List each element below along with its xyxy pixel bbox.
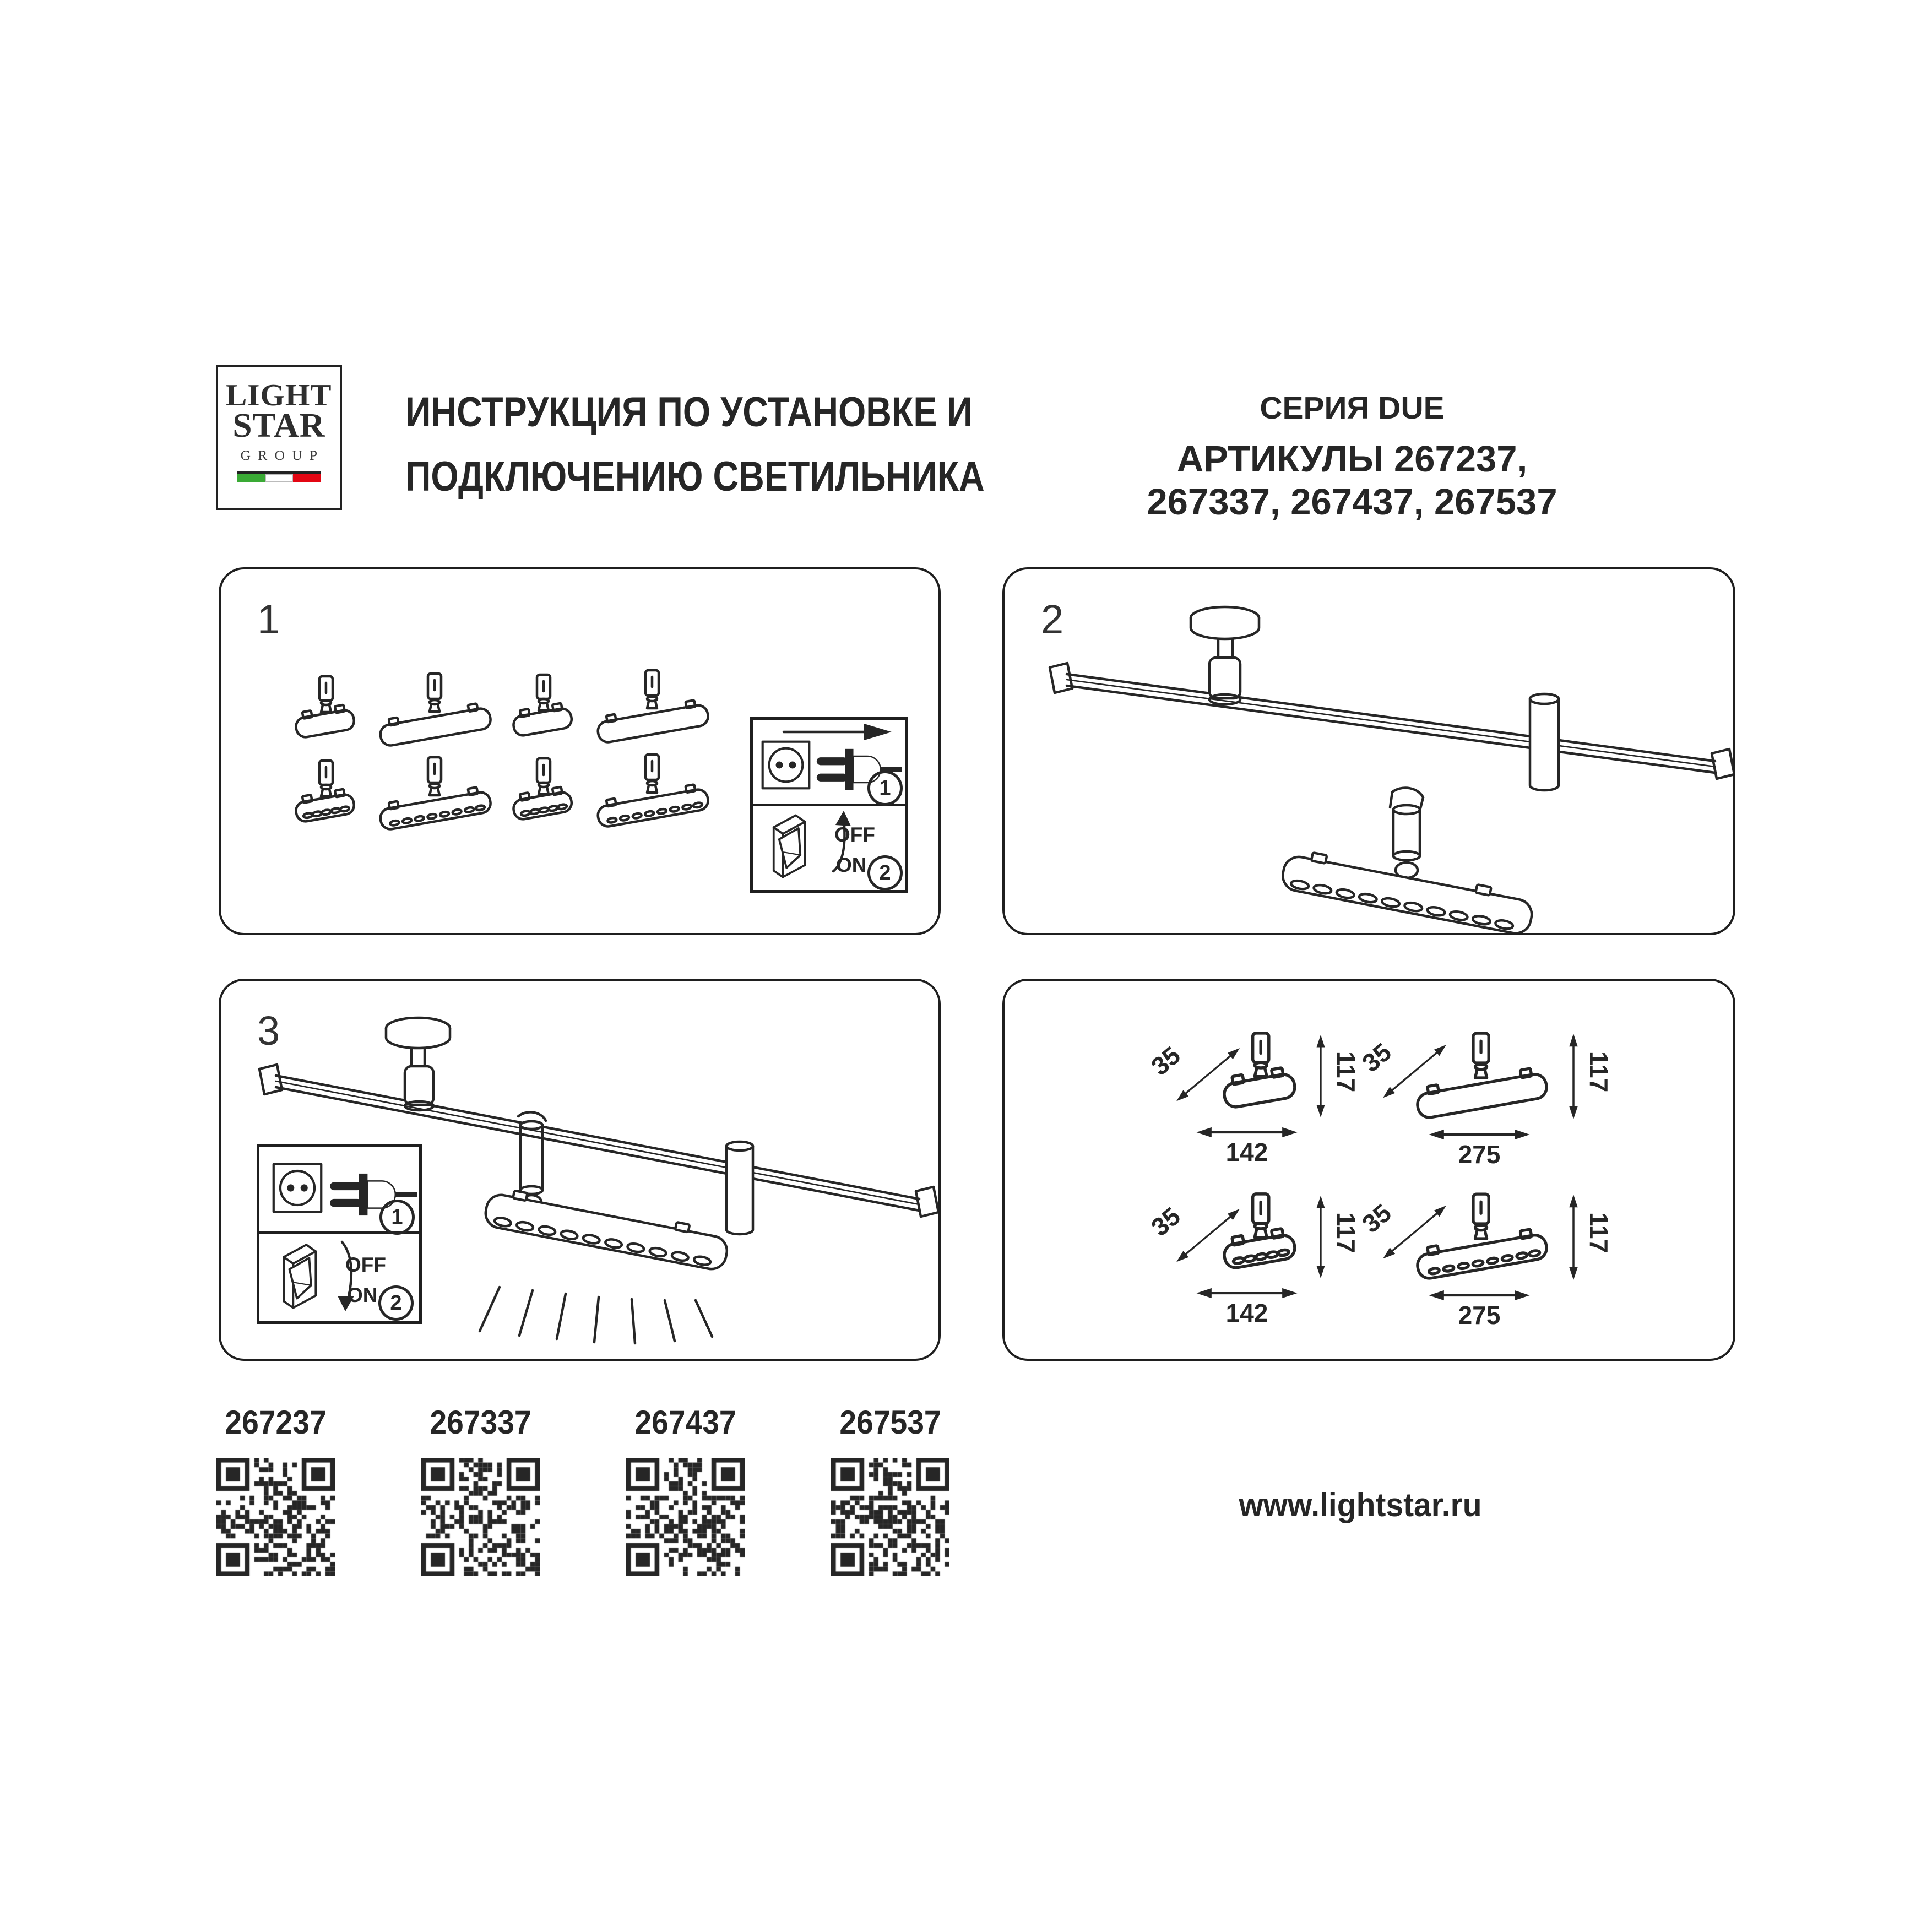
qr-code (626, 1458, 745, 1576)
dimension-diagram-142 (1145, 1025, 1376, 1166)
step-badge-1: 1 (867, 770, 903, 806)
title-line-2: ПОДКЛЮЧЕНИЮ СВЕТИЛЬНИКА (405, 453, 985, 501)
article-block (626, 1403, 745, 1579)
off-label: OFF (834, 823, 875, 846)
articles-line-2: 267337, 267437, 267537 (1147, 481, 1557, 523)
step-2-number: 2 (1041, 596, 1064, 642)
fixture-set-diagram (284, 666, 791, 952)
dimension-height: 117 (1584, 1212, 1613, 1253)
step-3-panel (219, 979, 941, 1361)
power-steps-box (750, 717, 908, 893)
page-title (405, 380, 1061, 509)
dimension-height: 117 (1332, 1051, 1360, 1093)
article-code: 267337 (430, 1404, 531, 1441)
qr-code (831, 1458, 949, 1576)
dimensions-panel (1002, 979, 1735, 1361)
dimension-depth: 35 (1146, 1040, 1186, 1081)
step-2-panel (1002, 567, 1735, 935)
step-badge-2: 2 (867, 855, 903, 891)
dimension-height: 117 (1332, 1212, 1360, 1253)
series-label: СЕРИЯ DUE (1260, 390, 1445, 426)
dimension-height: 117 (1584, 1051, 1613, 1093)
title-line-1: ИНСТРУКЦИЯ ПО УСТАНОВКЕ И (405, 389, 973, 436)
step-badge-2: 2 (378, 1285, 414, 1321)
article-block (216, 1403, 335, 1579)
dimension-width: 275 (1458, 1301, 1501, 1329)
dimension-depth: 35 (1356, 1198, 1397, 1239)
dimension-depth: 35 (1146, 1201, 1186, 1242)
dimension-diagram-142 (1145, 1186, 1376, 1327)
articles-line-1: АРТИКУЛЫ 267237, (1176, 438, 1528, 480)
step-1-panel (219, 567, 941, 935)
dimension-width: 275 (1458, 1140, 1501, 1169)
article-code: 267437 (634, 1404, 736, 1441)
qr-code (421, 1458, 540, 1576)
track-rail-diagram (1005, 569, 1733, 933)
on-label: ON (347, 1284, 378, 1306)
off-label: OFF (345, 1253, 386, 1276)
logo-word-star: STAR (232, 406, 325, 444)
qr-code (216, 1458, 335, 1576)
website-url: www.lightstar.ru (1239, 1486, 1482, 1523)
logo-word-light: LIGHT (226, 378, 332, 413)
step-1-number: 1 (257, 596, 280, 642)
article-block (831, 1403, 949, 1579)
power-steps-box (257, 1144, 422, 1324)
light-rays-icon (480, 1287, 712, 1343)
dimension-width: 142 (1225, 1138, 1268, 1166)
dimension-depth: 35 (1356, 1037, 1397, 1078)
article-code: 267537 (839, 1404, 941, 1441)
article-block (421, 1403, 540, 1579)
logo-word-group: GROUP (240, 448, 325, 463)
on-label: ON (836, 854, 867, 876)
article-code: 267237 (225, 1404, 327, 1441)
dimension-width: 142 (1225, 1299, 1268, 1327)
dimension-diagram-275 (1356, 1025, 1616, 1169)
lightstar-logo (216, 365, 342, 510)
dimension-diagram-275 (1356, 1186, 1616, 1329)
italian-flag-icon (237, 471, 321, 482)
step-badge-1: 1 (379, 1200, 415, 1235)
step-3-number: 3 (257, 1008, 280, 1054)
